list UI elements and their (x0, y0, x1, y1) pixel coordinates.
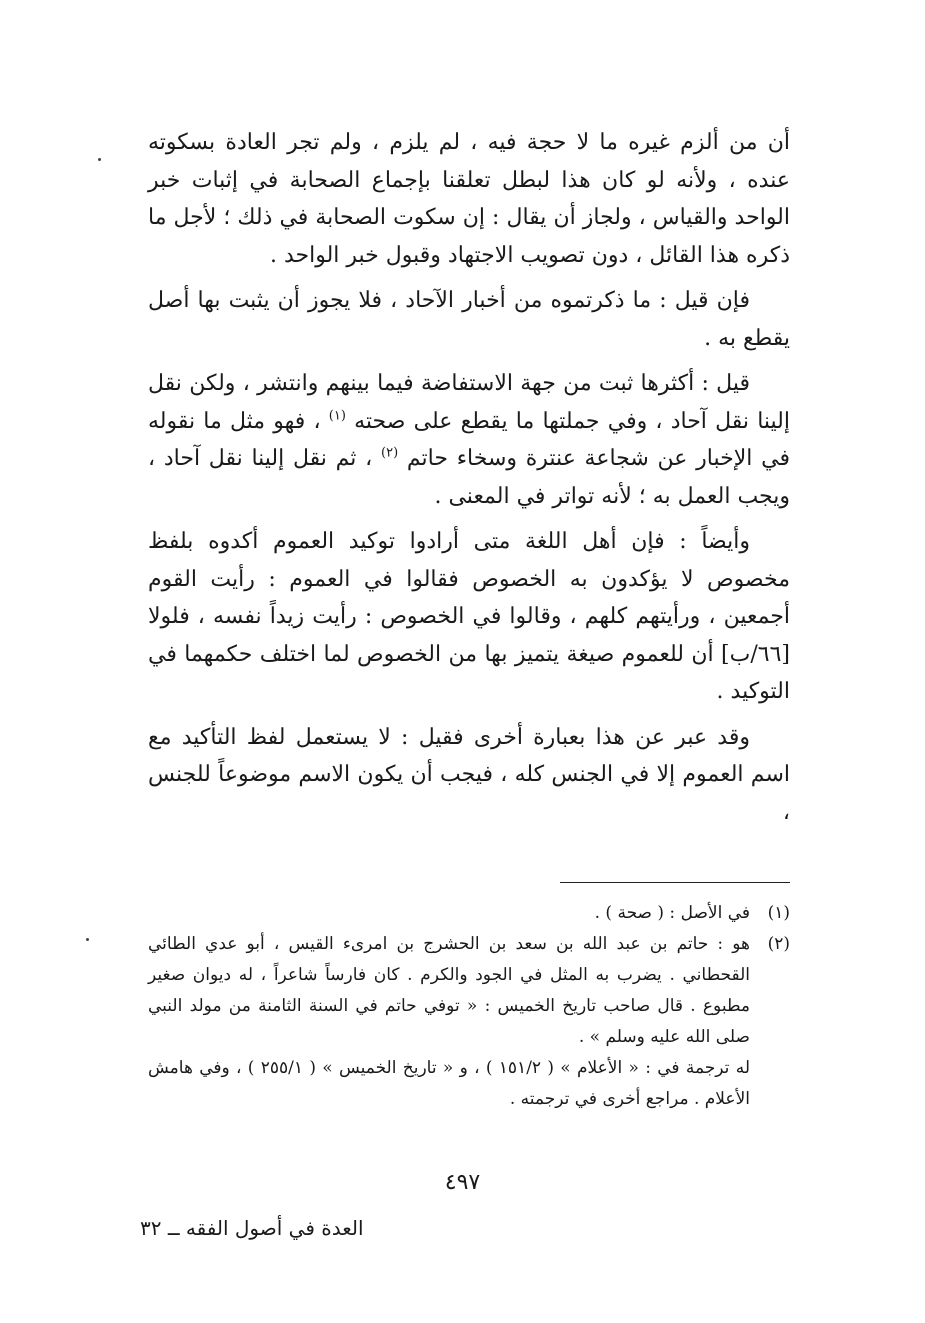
footnotes (148, 898, 790, 1115)
page-number: ٤٩٧ (444, 1170, 481, 1195)
paragraph-3 (148, 365, 790, 515)
scan-speck (86, 938, 89, 941)
footnote-2-references: له ترجمة في : « الأعلام » ( ١٥١/٢ ) ، و « تاريخ الخميس » ( ٢٥٥/١ ) ، وفي هامش الأعلام . مراجع أخرى في ترجمته . (148, 1058, 750, 1109)
footnote-2-bio: هو : حاتم بن عبد الله بن سعد بن الحشرج بن امرىء القيس ، أبو عدي الطائي القحطاني . يضرب به المثل في الجود والكرم . كان فارساً شاعراً ، له ديوان صغير مطبوع . قال صاحب تاريخ الخميس : « توفي حاتم في السنة الثامنة من مولد النبي صلى الله عليه وسلم » . (148, 934, 750, 1047)
scan-speck (98, 158, 101, 161)
footnote-number: (١) (767, 903, 790, 923)
paragraph-5: وقد عبر عن هذا بعبارة أخرى فقيل : لا يستعمل لفظ التأكيد مع اسم العموم إلا في الجنس كله ، فيجب أن يكون الاسم موضوعاً للجنس ، (148, 724, 790, 825)
paragraph-4: وأيضاً : فإن أهل اللغة متى أرادوا توكيد العموم أكدوه بلفظ مخصوص لا يؤكدون به الخصوص فقالوا في العموم : رأيت القوم أجمعين ، ورأيتهم كلهم ، وقالوا في الخصوص : رأيت زيداً نفسه ، فلولا [٦٦/ب] أن للعموم صيغة يتميز بها من الخصوص لما اختلف حكمهما في التوكيد . (148, 529, 790, 704)
paragraph-3-part-c: ، ثم نقل إلينا نقل آحاد ، ويجب العمل به ؛ لأنه تواتر في المعنى . (148, 446, 790, 509)
footnote-text: في الأصل : ( صحة ) . (594, 903, 750, 923)
footnote-1 (148, 898, 790, 929)
footnote-ref-2[interactable]: (٢) (381, 445, 399, 461)
footnote-separator (560, 882, 790, 883)
footnote-ref-1[interactable]: (١) (328, 408, 346, 424)
footnote-text (148, 929, 750, 1115)
paragraph-3-part-b: ، فهو مثل ما نقوله في الإخبار عن شجاعة عنترة وسخاء حاتم (148, 408, 790, 471)
main-text (148, 124, 790, 839)
footnote-number: (٢) (767, 934, 790, 954)
paragraph-2: فإن قيل : ما ذكرتموه من أخبار الآحاد ، فلا يجوز أن يثبت بها أصل يقطع به . (148, 288, 790, 351)
footnote-2 (148, 929, 790, 1115)
paragraph-3-part-a: قيل : أكثرها ثبت من جهة الاستفاضة فيما بينهم وانتشر ، ولكن نقل إلينا نقل آحاد ، وفي جملتها ما يقطع على صحته (148, 371, 790, 434)
running-footer: العدة في أصول الفقه ــ ٣٢ (140, 1216, 364, 1240)
paragraph-1: أن من ألزم غيره ما لا حجة فيه ، لم يلزم ، ولم تجر العادة بسكوته عنده ، ولأنه لو كان هذا لبطل تعلقنا بإجماع الصحابة في إثبات خبر الواحد والقياس ، ولجاز أن يقال : إن سكوت الصحابة في ذلك ؛ لأجل ما ذكره هذا القائل ، دون تصويب الاجتهاد وقبول خبر الواحد . (148, 130, 790, 268)
